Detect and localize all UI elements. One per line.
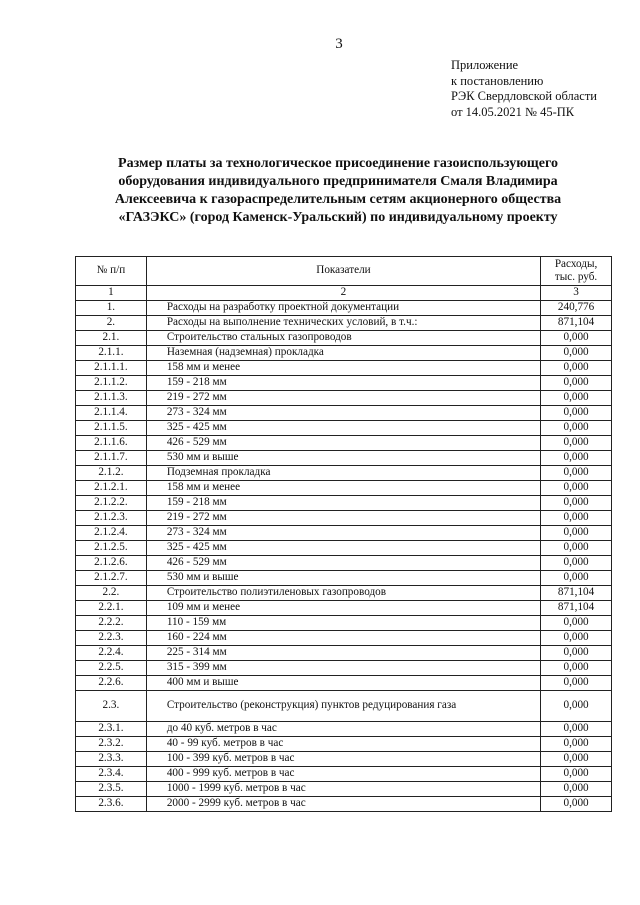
row-label: Строительство (реконструкция) пунктов редуцирования газа [146, 691, 540, 722]
row-label: Расходы на выполнение технических условий, в т.ч.: [146, 316, 540, 331]
table-row [76, 586, 612, 601]
row-number: 2.1.1.7. [76, 451, 147, 466]
table-row [76, 481, 612, 496]
row-number: 2.2. [76, 586, 147, 601]
row-label: 530 мм и выше [146, 571, 540, 586]
table-header-row [76, 257, 612, 286]
row-number: 2.3.4. [76, 767, 147, 782]
row-value: 0,000 [541, 571, 612, 586]
row-value: 0,000 [541, 361, 612, 376]
row-number: 2.3.2. [76, 737, 147, 752]
row-value: 0,000 [541, 376, 612, 391]
row-number: 2.3. [76, 691, 147, 722]
row-label: 160 - 224 мм [146, 631, 540, 646]
row-label: 426 - 529 мм [146, 436, 540, 451]
table-row [76, 436, 612, 451]
column-number: 2 [146, 286, 540, 301]
header-indicator: Показатели [146, 257, 540, 286]
column-number: 3 [541, 286, 612, 301]
table-row [76, 331, 612, 346]
row-number: 2.1.1.3. [76, 391, 147, 406]
table-row [76, 301, 612, 316]
row-value: 0,000 [541, 391, 612, 406]
row-value: 0,000 [541, 676, 612, 691]
header-costs-line1: Расходы, [554, 257, 598, 270]
title-line: Размер платы за технологическое присоединение газоиспользующего [118, 156, 558, 171]
row-label: 530 мм и выше [146, 451, 540, 466]
row-value: 0,000 [541, 797, 612, 812]
table-row [76, 797, 612, 812]
table-row [76, 451, 612, 466]
row-number: 2.1.2.7. [76, 571, 147, 586]
row-number: 2.1.2. [76, 466, 147, 481]
row-value: 0,000 [541, 631, 612, 646]
row-number: 2.1.1.4. [76, 406, 147, 421]
row-number: 2.3.5. [76, 782, 147, 797]
row-value: 871,104 [541, 316, 612, 331]
table-row [76, 646, 612, 661]
table-row [76, 346, 612, 361]
row-label: Подземная прокладка [146, 466, 540, 481]
row-value: 0,000 [541, 526, 612, 541]
row-label: 325 - 425 мм [146, 421, 540, 436]
row-label: 159 - 218 мм [146, 376, 540, 391]
header-num: № п/п [76, 257, 147, 286]
row-value: 0,000 [541, 331, 612, 346]
row-number: 2. [76, 316, 147, 331]
row-label: 315 - 399 мм [146, 661, 540, 676]
row-number: 2.2.5. [76, 661, 147, 676]
row-label: 110 - 159 мм [146, 616, 540, 631]
table-row [76, 767, 612, 782]
table-row [76, 631, 612, 646]
row-label: 400 мм и выше [146, 676, 540, 691]
row-number: 2.1.1.6. [76, 436, 147, 451]
row-value: 0,000 [541, 691, 612, 722]
table-row [76, 601, 612, 616]
row-value: 0,000 [541, 346, 612, 361]
table-row [76, 511, 612, 526]
row-number: 2.2.3. [76, 631, 147, 646]
table-row [76, 571, 612, 586]
table-row [76, 616, 612, 631]
row-number: 2.2.1. [76, 601, 147, 616]
row-number: 2.1.2.6. [76, 556, 147, 571]
row-value: 0,000 [541, 481, 612, 496]
table-row [76, 691, 612, 722]
row-label: 273 - 324 мм [146, 526, 540, 541]
row-number: 2.1.1.5. [76, 421, 147, 436]
row-number: 2.3.3. [76, 752, 147, 767]
document-title [88, 155, 588, 227]
title-line: Алексеевича к газораспределительным сетям акционерного общества [114, 192, 562, 207]
row-number: 2.2.4. [76, 646, 147, 661]
appendix-line: РЭК Свердловской области [451, 89, 597, 103]
row-label: 40 - 99 куб. метров в час [146, 737, 540, 752]
row-number: 2.2.2. [76, 616, 147, 631]
row-value: 0,000 [541, 436, 612, 451]
table-row [76, 526, 612, 541]
row-label: 158 мм и менее [146, 481, 540, 496]
row-label: 2000 - 2999 куб. метров в час [146, 797, 540, 812]
row-number: 2.1.2.2. [76, 496, 147, 511]
row-value: 0,000 [541, 722, 612, 737]
row-value: 0,000 [541, 541, 612, 556]
row-value: 0,000 [541, 616, 612, 631]
row-label: до 40 куб. метров в час [146, 722, 540, 737]
row-value: 0,000 [541, 556, 612, 571]
table-row [76, 661, 612, 676]
row-value: 240,776 [541, 301, 612, 316]
row-value: 0,000 [541, 782, 612, 797]
row-label: Расходы на разработку проектной документации [146, 301, 540, 316]
row-value: 0,000 [541, 661, 612, 676]
table-row [76, 752, 612, 767]
row-label: 159 - 218 мм [146, 496, 540, 511]
header-costs [541, 257, 612, 286]
table-row [76, 316, 612, 331]
row-label: 1000 - 1999 куб. метров в час [146, 782, 540, 797]
row-label: 100 - 399 куб. метров в час [146, 752, 540, 767]
row-label: 400 - 999 куб. метров в час [146, 767, 540, 782]
row-number: 2.3.6. [76, 797, 147, 812]
page-number: 3 [335, 36, 343, 52]
title-line: «ГАЗЭКС» (город Каменск-Уральский) по индивидуальному проекту [118, 210, 558, 225]
row-number: 2.1. [76, 331, 147, 346]
table-row [76, 556, 612, 571]
table-row [76, 361, 612, 376]
row-value: 0,000 [541, 752, 612, 767]
appendix-line: от 14.05.2021 № 45-ПК [451, 104, 575, 119]
table-row [76, 737, 612, 752]
table-row [76, 496, 612, 511]
appendix-line: Приложение [451, 58, 519, 72]
row-value: 0,000 [541, 421, 612, 436]
row-label: Строительство полиэтиленовых газопроводов [146, 586, 540, 601]
row-number: 2.1.1.1. [76, 361, 147, 376]
table-row [76, 676, 612, 691]
row-number: 2.1.2.4. [76, 526, 147, 541]
row-value: 871,104 [541, 601, 612, 616]
row-number: 2.1.1. [76, 346, 147, 361]
table-body [76, 301, 612, 812]
table-row [76, 406, 612, 421]
row-label: 158 мм и менее [146, 361, 540, 376]
row-value: 0,000 [541, 767, 612, 782]
row-value: 0,000 [541, 451, 612, 466]
row-label: 273 - 324 мм [146, 406, 540, 421]
row-number: 2.1.2.3. [76, 511, 147, 526]
appendix-block [451, 58, 597, 120]
column-number-row [76, 286, 612, 301]
row-label: 225 - 314 мм [146, 646, 540, 661]
row-number: 2.1.1.2. [76, 376, 147, 391]
header-costs-line2: тыс. руб. [554, 271, 598, 283]
table-row [76, 376, 612, 391]
row-value: 0,000 [541, 406, 612, 421]
table-row [76, 466, 612, 481]
row-value: 871,104 [541, 586, 612, 601]
table-row [76, 391, 612, 406]
table-row [76, 421, 612, 436]
row-value: 0,000 [541, 466, 612, 481]
column-number: 1 [76, 286, 147, 301]
appendix-line: к постановлению [451, 73, 544, 88]
row-number: 2.3.1. [76, 722, 147, 737]
row-value: 0,000 [541, 496, 612, 511]
row-label: Строительство стальных газопроводов [146, 331, 540, 346]
row-number: 1. [76, 301, 147, 316]
row-value: 0,000 [541, 737, 612, 752]
row-label: 109 мм и менее [146, 601, 540, 616]
table-row [76, 782, 612, 797]
row-number: 2.2.6. [76, 676, 147, 691]
row-number: 2.1.2.1. [76, 481, 147, 496]
cost-table [75, 256, 612, 812]
title-line: оборудования индивидуального предпринимателя Смаля Владимира [118, 174, 558, 189]
row-number: 2.1.2.5. [76, 541, 147, 556]
table-row [76, 541, 612, 556]
row-label: 219 - 272 мм [146, 511, 540, 526]
row-label: 426 - 529 мм [146, 556, 540, 571]
row-label: 219 - 272 мм [146, 391, 540, 406]
row-label: 325 - 425 мм [146, 541, 540, 556]
table-row [76, 722, 612, 737]
row-value: 0,000 [541, 511, 612, 526]
row-value: 0,000 [541, 646, 612, 661]
row-label: Наземная (надземная) прокладка [146, 346, 540, 361]
